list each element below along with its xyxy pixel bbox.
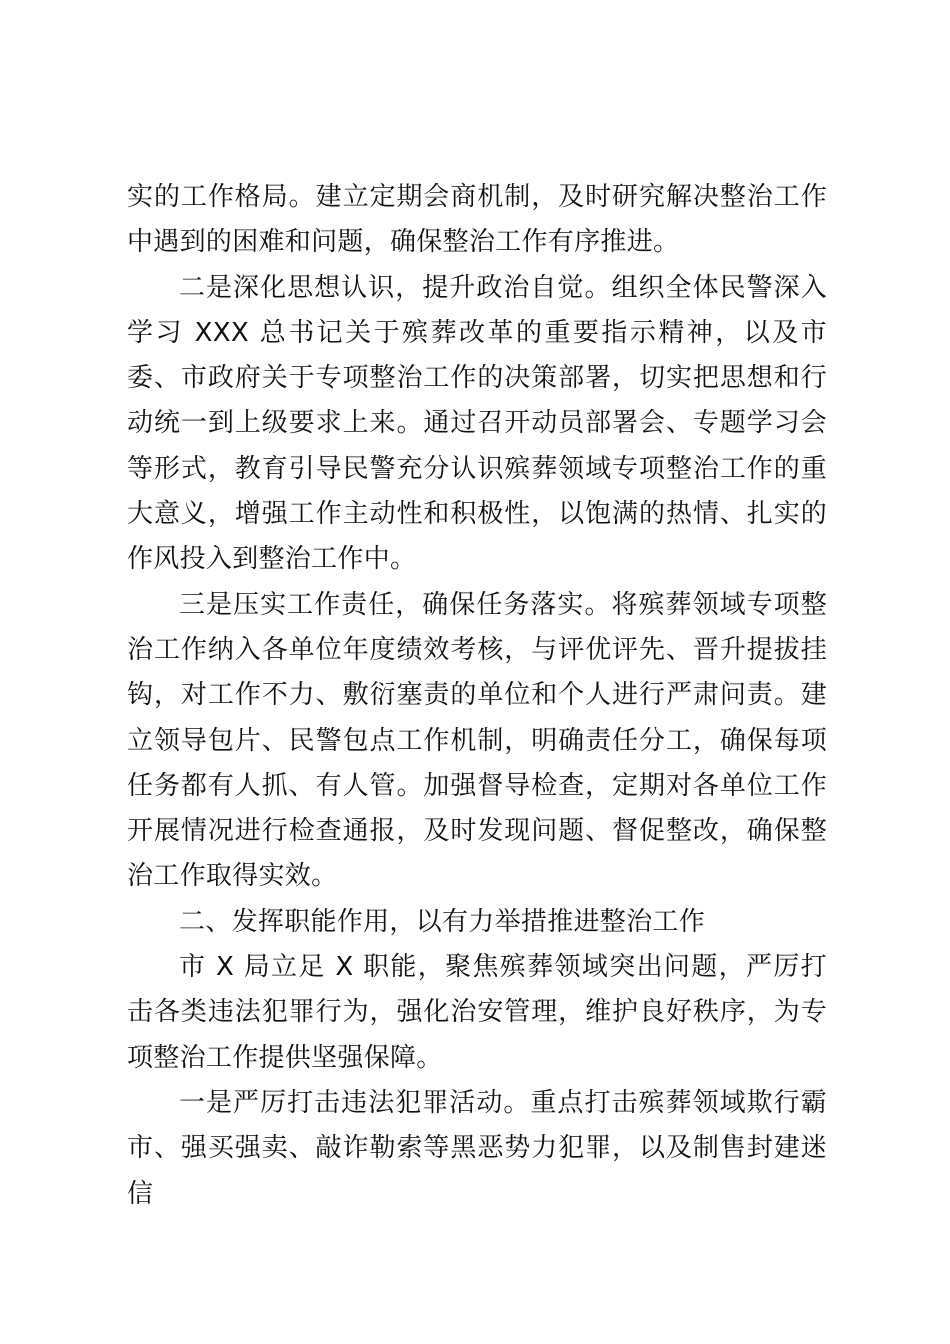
paragraph-function: 市 X 局立足 X 职能，聚焦殡葬领域突出问题，严厉打击各类违法犯罪行为，强化治安管理，维护良好秩序，为专项整治工作提供坚强保障。 [127, 952, 827, 1073]
section-heading: 二、发挥职能作用，以有力举措推进整治工作 [179, 906, 706, 937]
paragraph-crackdown: 一是严厉打击违法犯罪活动。重点打击殡葬领域欺行霸市、强买强卖、敲诈勒索等黑恶势力犯罪，以及制售封建迷信 [127, 1087, 827, 1209]
paragraph-ideology: 二是深化思想认识，提升政治自觉。组织全体民警深入学习 XXX 总书记关于殡葬改革的重要指示精神，以及市委、市政府关于专项整治工作的决策部署，切实把思想和行动统一到上级要求上来。通过召开动员部署会、专题学习会等形式，教育引导民警充分认识殡葬领域专项整治工作的重大意义，增强工作主动性和积极性，以饱满的热情、扎实的作风投入到整治工作中。 [127, 272, 827, 575]
document-body [127, 175, 827, 1217]
paragraph-responsibility: 三是压实工作责任，确保任务落实。将殡葬领域专项整治工作纳入各单位年度绩效考核，与评优评先、晋升提拔挂钩，对工作不力、敷衍塞责的单位和个人进行严肃问责。建立领导包片、民警包点工作机制，明确责任分工，确保每项任务都有人抓、有人管。加强督导检查，定期对各单位工作开展情况进行检查通报，及时发现问题、督促整改，确保整治工作取得实效。 [127, 589, 827, 892]
paragraph-continuation: 实的工作格局。建立定期会商机制，及时研究解决整治工作中遇到的困难和问题，确保整治工作有序推进。 [127, 182, 827, 258]
